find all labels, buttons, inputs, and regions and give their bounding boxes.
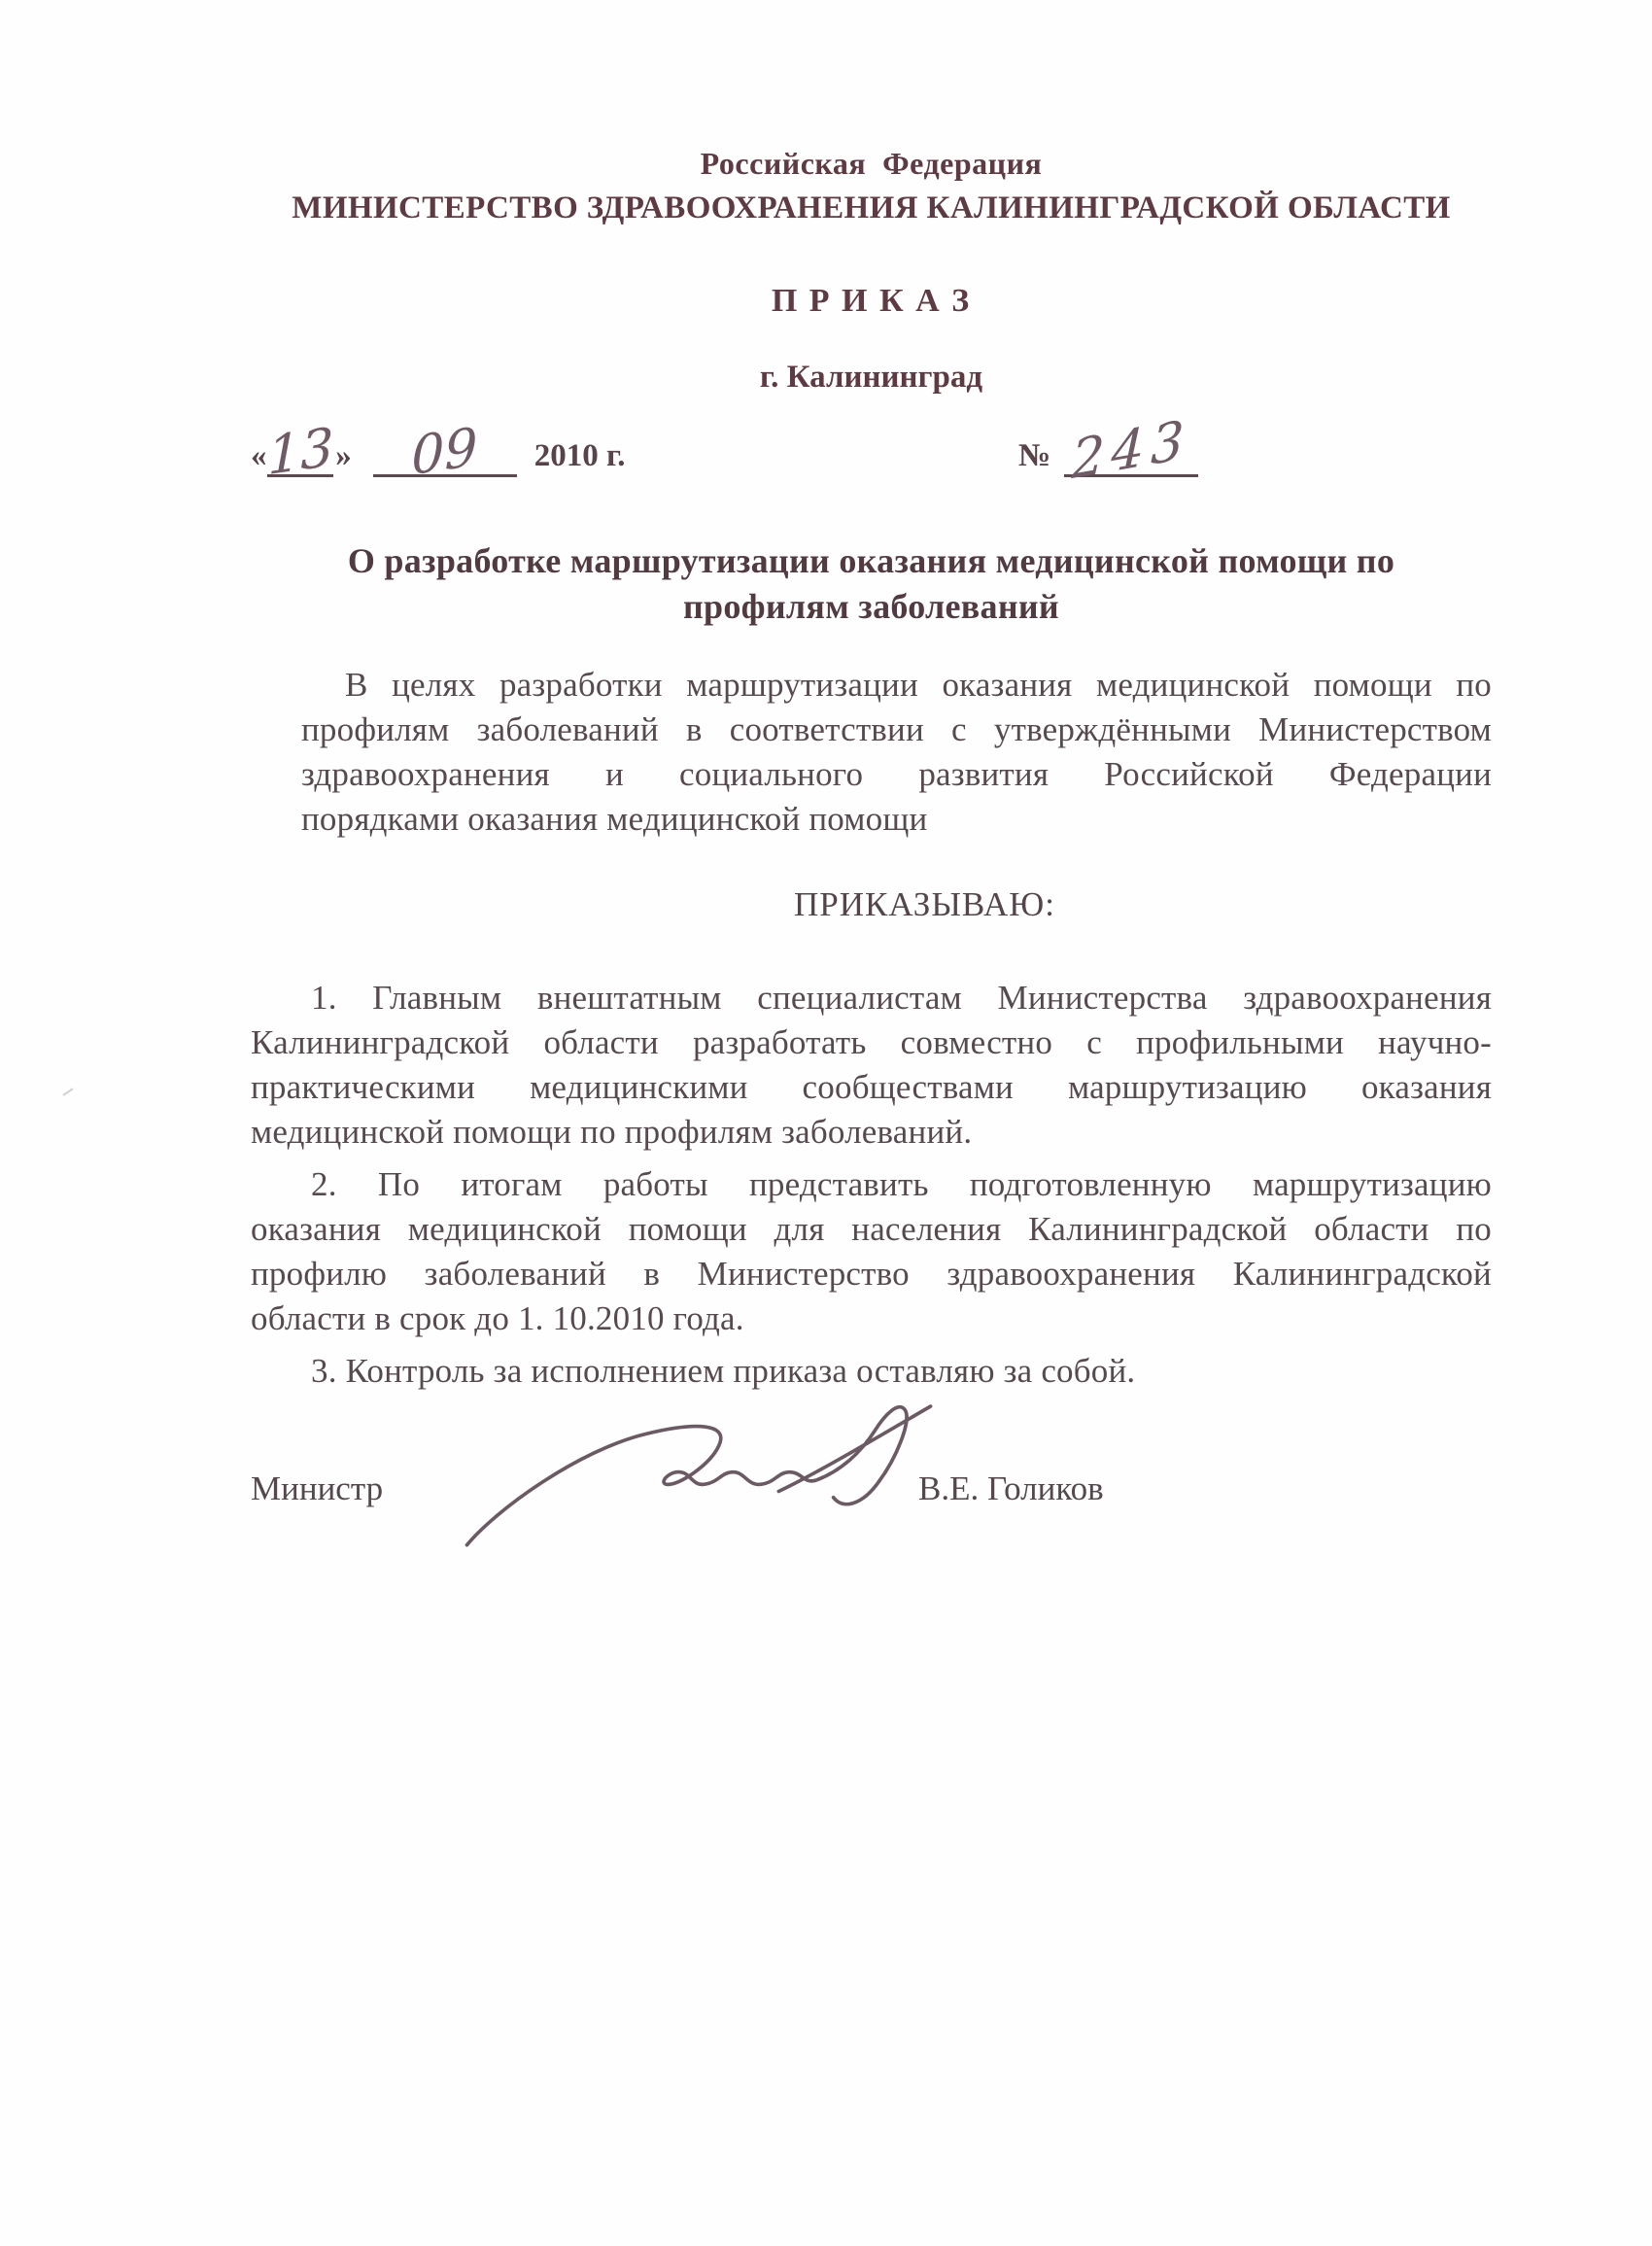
- order-item-line: практическими медицинскими сообществами маршрутизацию оказания: [251, 1068, 1492, 1106]
- order-item-line: Калининградской области разработать совместно с профильными научно-: [251, 1023, 1492, 1061]
- date-open-quote: «: [251, 438, 267, 473]
- decree-word: ПРИКАЗЫВАЮ:: [794, 885, 1055, 923]
- header-ministry: МИНИСТЕРСТВО ЗДРАВООХРАНЕНИЯ КАЛИНИНГРАДСКОЙ ОБЛАСТИ: [292, 190, 1451, 225]
- order-title-line-2: профилям заболеваний: [683, 587, 1059, 626]
- order-item-line: 1. Главным внештатным специалистам Министерства здравоохранения: [311, 979, 1492, 1017]
- order-title: [251, 538, 1492, 630]
- preamble-line: здравоохранения и социального развития Российской Федерации: [301, 755, 1492, 793]
- order-item-line: оказания медицинской помощи для населения Калининградской области по: [251, 1210, 1492, 1248]
- order-heading: П Р И К А З: [771, 283, 972, 319]
- order-item-line: области в срок до 1. 10.2010 года.: [251, 1299, 744, 1337]
- signature-position-label: Министр: [251, 1469, 384, 1507]
- order-item-line: 2. По итогам работы представить подготовленную маршрутизацию: [311, 1165, 1492, 1203]
- date-number-row: [0, 407, 1652, 505]
- preamble-line: профилям заболеваний в соответствии с утверждёнными Министерством: [301, 710, 1492, 748]
- order-number-underline: [1064, 407, 1198, 492]
- date-month-handwritten: 09: [411, 415, 478, 488]
- date-month-underline: [373, 415, 517, 488]
- preamble-line: порядками оказания медицинской помощи: [301, 800, 928, 838]
- scan-artifact: [63, 1088, 78, 1101]
- date-day-underline: [266, 415, 334, 488]
- date-year: 2010 г.: [533, 438, 626, 473]
- number-sign: №: [1018, 438, 1051, 473]
- order-item-2: [251, 1162, 1492, 1341]
- date-field: [251, 415, 626, 488]
- signature-block: [0, 1448, 1652, 1623]
- order-number-handwritten: 243: [1070, 407, 1192, 492]
- order-title-line-1: О разработке маршрутизации оказания медицинской помощи по: [347, 541, 1395, 580]
- preamble-paragraph: [301, 663, 1492, 842]
- order-item-1: [251, 976, 1492, 1155]
- order-number-field: [1018, 407, 1198, 492]
- order-item-3: [251, 1349, 1492, 1394]
- signature-name: В.Е. Голиков: [918, 1469, 1104, 1507]
- minister-signature-icon: [455, 1392, 941, 1567]
- order-item-line: 3. Контроль за исполнением приказа оставляю за собой.: [311, 1352, 1136, 1390]
- order-item-line: профилю заболеваний в Министерство здравоохранения Калининградской: [251, 1255, 1492, 1293]
- date-close-quote: »: [335, 438, 352, 473]
- header-country: Российская Федерация: [700, 146, 1043, 181]
- order-item-line: медицинской помощи по профилям заболеваний.: [251, 1113, 973, 1151]
- date-day-handwritten: 13: [266, 415, 333, 488]
- preamble-line: В целях разработки маршрутизации оказания медицинской помощи по: [345, 666, 1492, 704]
- city-line: г. Калининград: [759, 360, 983, 395]
